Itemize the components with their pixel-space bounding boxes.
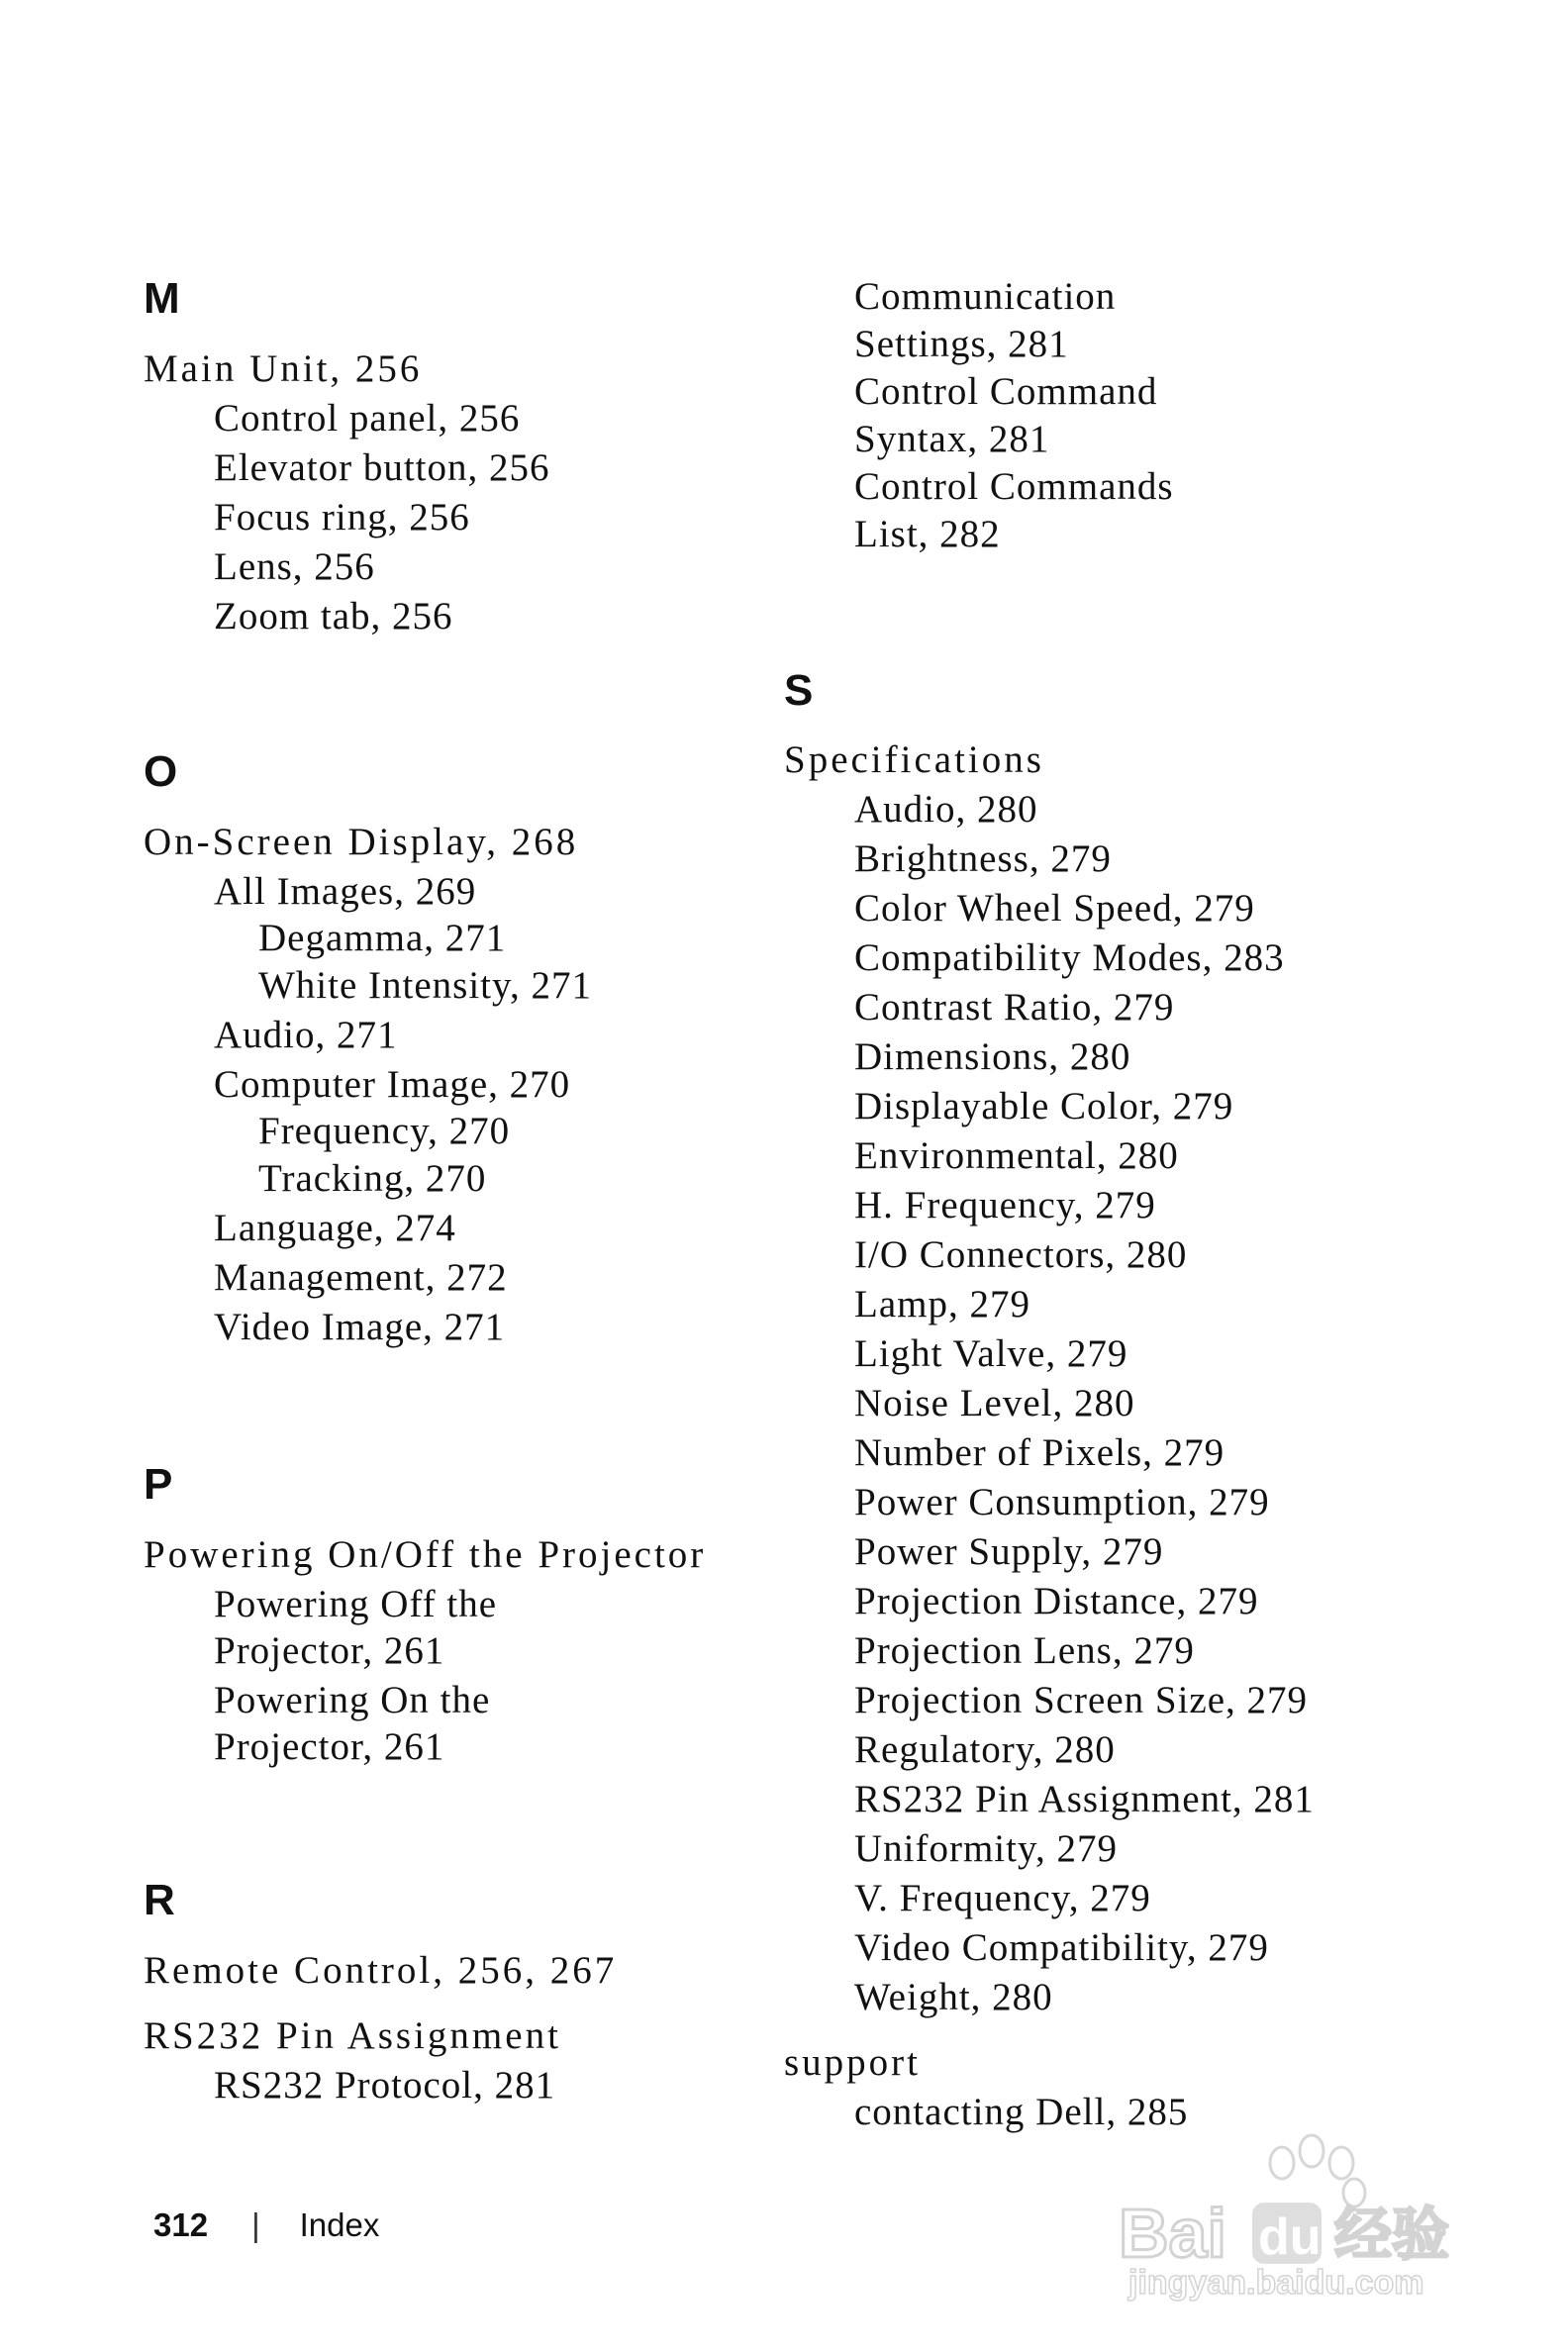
- section-letter-m: M: [144, 274, 180, 323]
- spec-item: Environmental, 280: [854, 1134, 1179, 1177]
- entry-rs232-protocol: RS232 Protocol, 281: [214, 2064, 556, 2107]
- spec-item: Uniformity, 279: [854, 1827, 1118, 1870]
- section-letter-s: S: [784, 666, 814, 715]
- spec-item: Lamp, 279: [854, 1283, 1030, 1325]
- entry-control-command-2: Syntax, 281: [854, 418, 1050, 460]
- watermark-brand: Bai: [1119, 2195, 1226, 2272]
- spec-item: Projection Screen Size, 279: [854, 1679, 1309, 1721]
- entry-powering-on-1: Powering On the: [214, 1679, 491, 1721]
- entry-frequency: Frequency, 270: [258, 1110, 511, 1152]
- footer-section: Index: [299, 2206, 380, 2243]
- spec-item: Regulatory, 280: [854, 1728, 1116, 1771]
- page-number: 312: [153, 2206, 209, 2243]
- spec-item: V. Frequency, 279: [854, 1877, 1151, 1919]
- spec-item: Audio, 280: [854, 788, 1038, 831]
- entry-control-panel: Control panel, 256: [214, 397, 521, 440]
- spec-item: Power Consumption, 279: [854, 1481, 1270, 1523]
- entry-main-unit: Main Unit, 256: [144, 347, 423, 390]
- spec-item: Number of Pixels, 279: [854, 1431, 1225, 1474]
- entry-control-commands-2: List, 282: [854, 513, 1001, 555]
- entry-powering-on-2: Projector, 261: [214, 1725, 445, 1768]
- section-m: [144, 267, 180, 331]
- entry-powering-off-1: Powering Off the: [214, 1583, 498, 1625]
- spec-item: RS232 Pin Assignment, 281: [854, 1778, 1315, 1820]
- section-letter-r: R: [144, 1876, 175, 1924]
- entry-powering: Powering On/Off the Projector: [144, 1533, 707, 1576]
- entry-audio: Audio, 271: [214, 1014, 398, 1056]
- entry-on-screen-display: On-Screen Display, 268: [144, 821, 579, 863]
- entry-video-image: Video Image, 271: [214, 1306, 506, 1348]
- spec-item: Power Supply, 279: [854, 1530, 1164, 1573]
- baidu-paw-icon: [1109, 2123, 1505, 2302]
- spec-item: I/O Connectors, 280: [854, 1233, 1188, 1276]
- entry-control-command-1: Control Command: [854, 370, 1158, 413]
- spec-item: H. Frequency, 279: [854, 1184, 1156, 1226]
- entry-contacting-dell: contacting Dell, 285: [854, 2091, 1189, 2133]
- entry-degamma: Degamma, 271: [258, 917, 507, 959]
- section-letter-p: P: [144, 1460, 173, 1509]
- entry-lens: Lens, 256: [214, 545, 375, 588]
- entry-elevator-button: Elevator button, 256: [214, 446, 550, 489]
- spec-item: Noise Level, 280: [854, 1382, 1135, 1424]
- watermark-cn: 经验: [1334, 2201, 1450, 2268]
- entry-focus-ring: Focus ring, 256: [214, 496, 470, 539]
- entry-specifications: Specifications: [784, 738, 1044, 781]
- watermark-url: jingyan.baidu.com: [1128, 2264, 1424, 2302]
- entry-communication-2: Settings, 281: [854, 323, 1069, 365]
- entry-tracking: Tracking, 270: [258, 1157, 487, 1200]
- entry-zoom-tab: Zoom tab, 256: [214, 595, 453, 637]
- spec-item: Compatibility Modes, 283: [854, 936, 1285, 979]
- entry-remote-control: Remote Control, 256, 267: [144, 1949, 618, 1992]
- spec-item: Brightness, 279: [854, 837, 1112, 880]
- spec-item: Video Compatibility, 279: [854, 1926, 1269, 1969]
- watermark-brand-du: du: [1258, 2208, 1322, 2266]
- section-letter-o: O: [144, 747, 178, 796]
- entry-management: Management, 272: [214, 1256, 508, 1299]
- entry-rs232-pin: RS232 Pin Assignment: [144, 2014, 561, 2057]
- entry-support: support: [784, 2041, 921, 2084]
- page-footer: [153, 2205, 379, 2245]
- footer-separator: |: [251, 2206, 260, 2243]
- entry-control-commands-1: Control Commands: [854, 465, 1174, 508]
- spec-item: Color Wheel Speed, 279: [854, 887, 1255, 930]
- entry-white-intensity: White Intensity, 271: [258, 964, 592, 1007]
- spec-item: Projection Distance, 279: [854, 1580, 1259, 1622]
- spec-item: Dimensions, 280: [854, 1035, 1131, 1078]
- entry-communication-1: Communication: [854, 275, 1117, 318]
- spec-item: Displayable Color, 279: [854, 1085, 1234, 1127]
- spec-item: Weight, 280: [854, 1976, 1053, 2018]
- spec-item: Projection Lens, 279: [854, 1629, 1195, 1672]
- baidu-watermark: [1109, 2123, 1505, 2302]
- entry-language: Language, 274: [214, 1207, 456, 1249]
- entry-powering-off-2: Projector, 261: [214, 1629, 445, 1672]
- spec-item: Light Valve, 279: [854, 1332, 1128, 1375]
- entry-all-images: All Images, 269: [214, 870, 477, 913]
- entry-computer-image: Computer Image, 270: [214, 1063, 571, 1106]
- spec-item: Contrast Ratio, 279: [854, 986, 1175, 1029]
